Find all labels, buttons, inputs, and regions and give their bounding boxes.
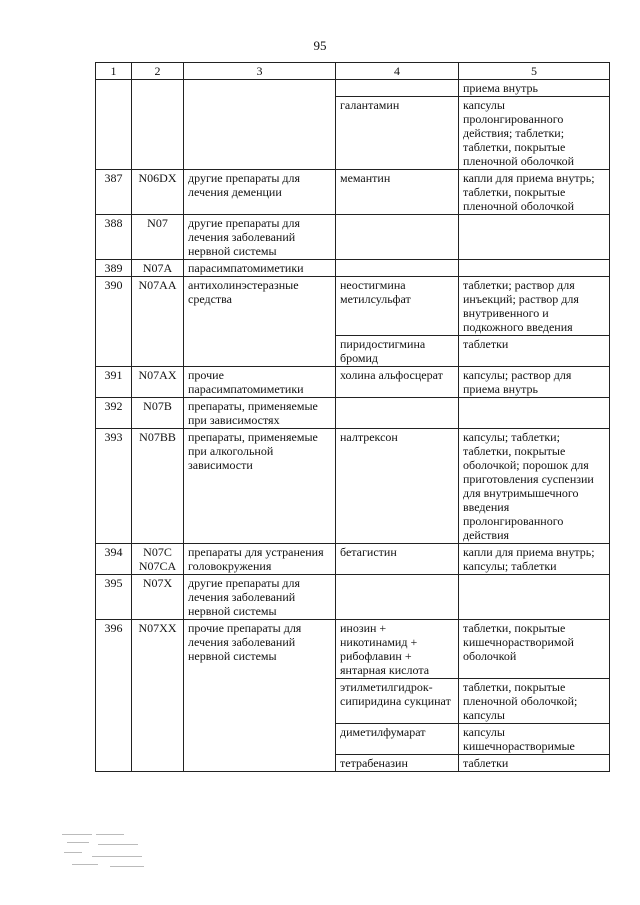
dosage-form-cell: капсулы пролонгированного действия; таблетки; таблетки, покрытые пленочной оболочкой: [459, 97, 610, 170]
drug-table: [95, 62, 610, 772]
table-row: [96, 544, 610, 575]
page-number: 95: [313, 38, 327, 53]
drug-name-cell: [336, 215, 459, 260]
dosage-form-cell: таблетки: [459, 336, 610, 367]
atc-code-cell: N06DX: [132, 170, 184, 215]
dosage-form-cell: [459, 260, 610, 277]
drug-name-cell: холина альфосцерат: [336, 367, 459, 398]
atc-code-cell: N07A: [132, 260, 184, 277]
group-name-cell: прочие парасимпатомиметики: [184, 367, 336, 398]
dosage-form-cell: [459, 398, 610, 429]
atc-code-cell: N07X: [132, 575, 184, 620]
row-number-cell: 391: [96, 367, 132, 398]
drug-name-cell: пиридостигмина бромид: [336, 336, 459, 367]
group-name-cell: препараты для устранения головокружения: [184, 544, 336, 575]
drug-name-cell: [336, 575, 459, 620]
group-name-cell: антихолинэстеразные средства: [184, 277, 336, 367]
dosage-form-cell: приема внутрь: [459, 80, 610, 97]
table-row: [96, 575, 610, 620]
drug-name-cell: диметилфумарат: [336, 724, 459, 755]
dosage-form-cell: таблетки, покрытые кишечнорастворимой оболочкой: [459, 620, 610, 679]
table-row: [96, 215, 610, 260]
drug-name-cell: [336, 398, 459, 429]
group-name-cell: препараты, применяемые при зависимостях: [184, 398, 336, 429]
drug-name-cell: галантамин: [336, 97, 459, 170]
drug-name-cell: тетрабеназин: [336, 755, 459, 772]
drug-name-cell: бетагистин: [336, 544, 459, 575]
table-header: [96, 63, 610, 80]
atc-code-cell: N07: [132, 215, 184, 260]
group-name-cell: другие препараты для лечения заболеваний нервной системы: [184, 215, 336, 260]
table-row: [96, 80, 610, 97]
dosage-form-cell: [459, 575, 610, 620]
atc-code-cell: N07AA: [132, 277, 184, 367]
header-col-2: 2: [132, 63, 184, 80]
dosage-form-cell: капсулы кишечнорастворимые: [459, 724, 610, 755]
row-number-cell: 396: [96, 620, 132, 772]
dosage-form-cell: капсулы; раствор для приема внутрь: [459, 367, 610, 398]
drug-name-cell: [336, 80, 459, 97]
row-number-cell: 392: [96, 398, 132, 429]
group-name-cell: другие препараты для лечения заболеваний нервной системы: [184, 575, 336, 620]
drug-name-cell: этилметилгидрок-сипиридина сукцинат: [336, 679, 459, 724]
table-row: [96, 170, 610, 215]
row-number-cell: 393: [96, 429, 132, 544]
header-col-4: 4: [336, 63, 459, 80]
table-row: [96, 620, 610, 679]
drug-name-cell: [336, 260, 459, 277]
drug-name-cell: неостигмина метилсульфат: [336, 277, 459, 336]
atc-code-cell: N07AX: [132, 367, 184, 398]
drug-name-cell: налтрексон: [336, 429, 459, 544]
atc-code-cell: N07XX: [132, 620, 184, 772]
dosage-form-cell: таблетки, покрытые пленочной оболочкой; капсулы: [459, 679, 610, 724]
group-name-cell: другие препараты для лечения деменции: [184, 170, 336, 215]
atc-code-cell: N07BB: [132, 429, 184, 544]
row-number-cell: 394: [96, 544, 132, 575]
table-row: [96, 260, 610, 277]
row-number-cell: 387: [96, 170, 132, 215]
header-col-3: 3: [184, 63, 336, 80]
atc-code-cell: N07C N07CA: [132, 544, 184, 575]
table-row: [96, 398, 610, 429]
header-col-1: 1: [96, 63, 132, 80]
dosage-form-cell: таблетки; раствор для инъекций; раствор для внутривенного и подкожного введения: [459, 277, 610, 336]
table-row: [96, 277, 610, 336]
header-row: [96, 63, 610, 80]
group-name-cell: [184, 80, 336, 170]
group-name-cell: парасимпатомиметики: [184, 260, 336, 277]
table-body: [96, 80, 610, 772]
group-name-cell: препараты, применяемые при алкогольной зависимости: [184, 429, 336, 544]
dosage-form-cell: таблетки: [459, 755, 610, 772]
table-row: [96, 367, 610, 398]
row-number-cell: 395: [96, 575, 132, 620]
row-number-cell: 389: [96, 260, 132, 277]
scan-artifact: [62, 832, 162, 872]
table-row: [96, 429, 610, 544]
group-name-cell: прочие препараты для лечения заболеваний нервной системы: [184, 620, 336, 772]
atc-code-cell: N07B: [132, 398, 184, 429]
row-number-cell: [96, 80, 132, 170]
dosage-form-cell: капсулы; таблетки; таблетки, покрытые оболочкой; порошок для приготовления суспензии для внутримышечного введения пролонгированного действия: [459, 429, 610, 544]
drug-name-cell: мемантин: [336, 170, 459, 215]
row-number-cell: 388: [96, 215, 132, 260]
row-number-cell: 390: [96, 277, 132, 367]
atc-code-cell: [132, 80, 184, 170]
dosage-form-cell: [459, 215, 610, 260]
dosage-form-cell: капли для приема внутрь; таблетки, покрытые пленочной оболочкой: [459, 170, 610, 215]
dosage-form-cell: капли для приема внутрь; капсулы; таблетки: [459, 544, 610, 575]
header-col-5: 5: [459, 63, 610, 80]
drug-name-cell: инозин + никотинамид + рибофлавин + янтарная кислота: [336, 620, 459, 679]
